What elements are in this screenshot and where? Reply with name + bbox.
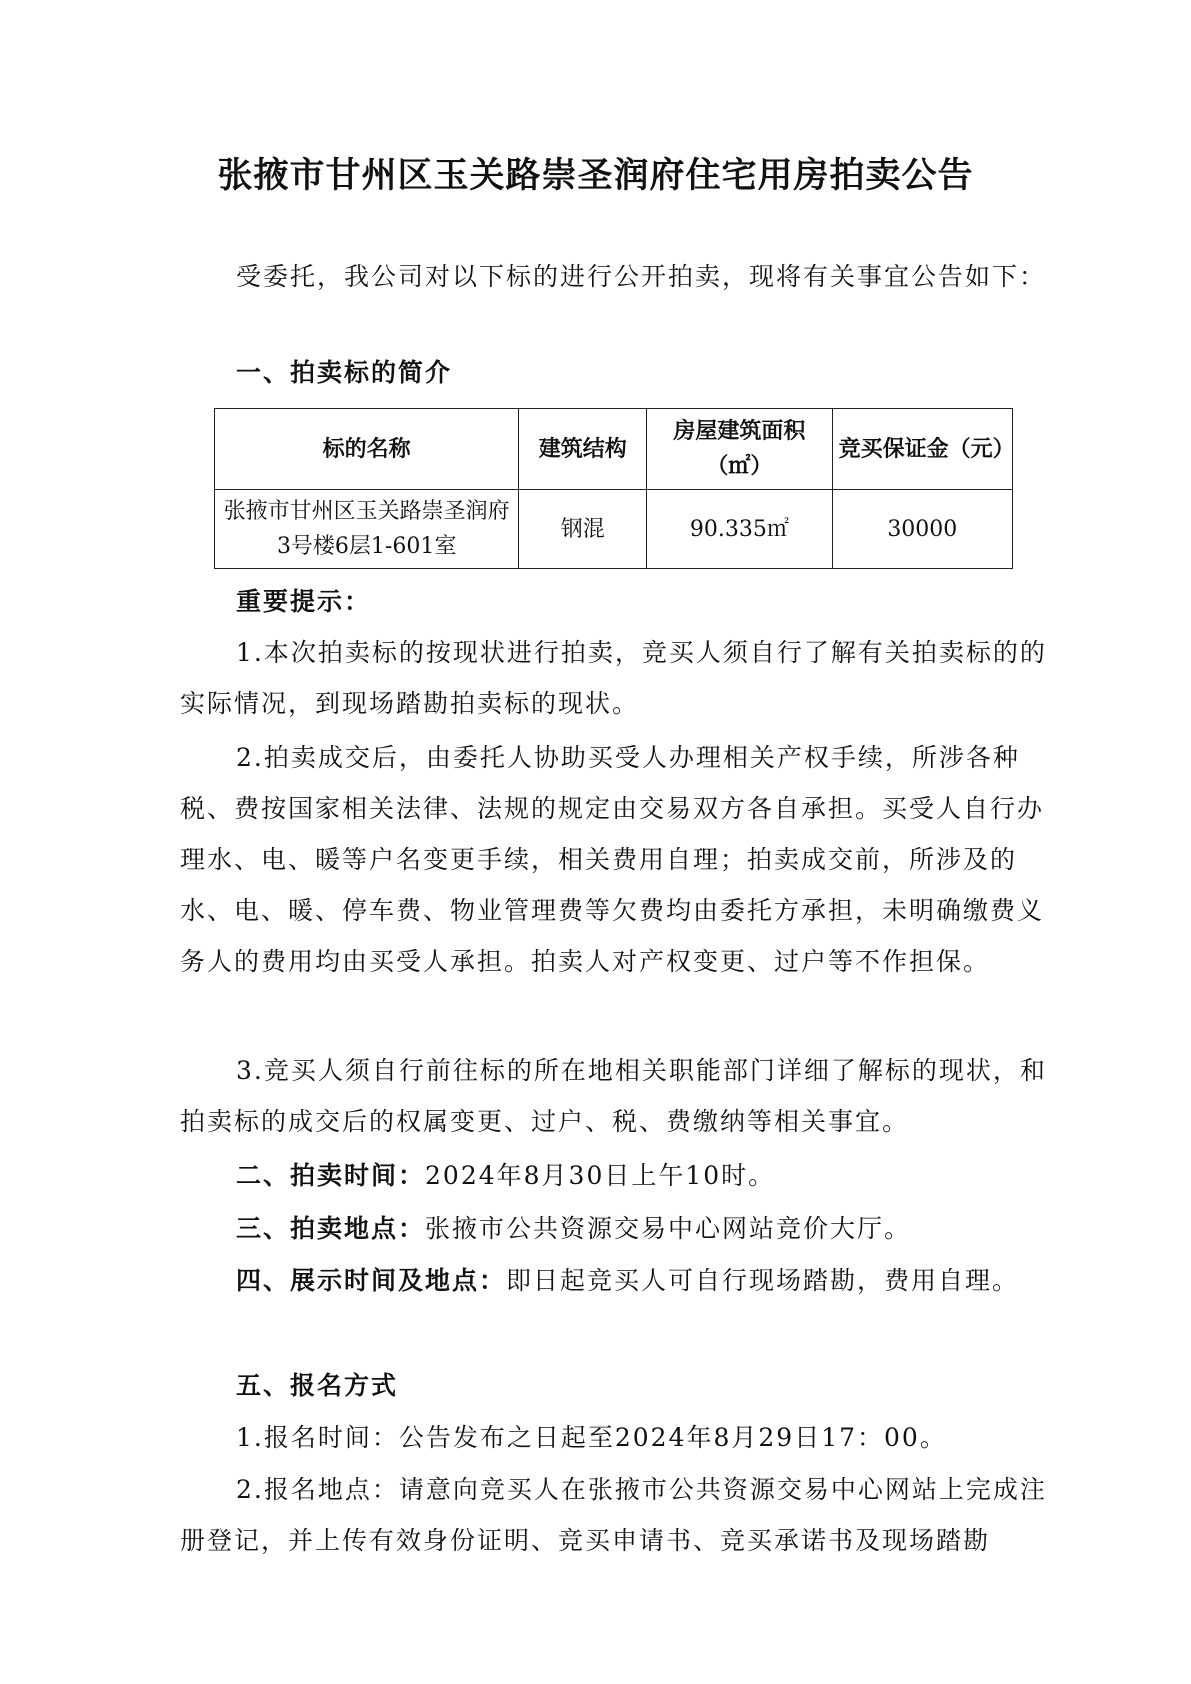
table-header-area: 房屋建筑面积（㎡） [647, 409, 833, 490]
registration-item-1: 1.报名时间：公告发布之日起至2024年8月29日17：00。 [236, 1423, 947, 1452]
registration-item-2: 2.报名地点：请意向竞买人在张掖市公共资源交易中心网站上完成注册登记，并上传有效身份证明、竞买申请书、竞买承诺书及现场踏勘 [180, 1475, 1047, 1555]
auction-item-table [214, 408, 1013, 569]
section-2-auction-time [180, 1150, 1050, 1201]
table-header-row [215, 409, 1013, 490]
cell-area: 90.335㎡ [647, 490, 833, 569]
notice-heading: 重要提示： [236, 587, 372, 616]
table-header-deposit: 竞买保证金（元） [832, 409, 1012, 490]
intro-paragraph: 受委托，我公司对以下标的进行公开拍卖，现将有关事宜公告如下： [236, 262, 1047, 291]
section-3-auction-location [180, 1203, 1050, 1254]
section-4-label: 四、展示时间及地点： [236, 1266, 507, 1295]
section-3-label: 三、拍卖地点： [236, 1214, 426, 1243]
section-1-heading: 一、拍卖标的简介 [236, 358, 453, 387]
cell-structure: 钢混 [519, 490, 647, 569]
section-2-label: 二、拍卖时间： [236, 1161, 426, 1190]
section-2-text: 2024年8月30日上午10时。 [425, 1161, 776, 1190]
cell-deposit: 30000 [832, 490, 1012, 569]
notice-item-2: 2.拍卖成交后，由委托人协助买受人办理相关产权手续，所涉各种税、费按国家相关法律、法规的规定由交易双方各自承担。买受人自行办理水、电、暖等户名变更手续，相关费用自理；拍卖成交前，所涉及的水、电、暖、停车费、物业管理费等欠费均由委托方承担，未明确缴费义务人的费用均由买受人承担。拍卖人对产权变更、过户等不作担保。 [180, 743, 1045, 976]
cell-item-name: 张掖市甘州区玉关路崇圣润府3号楼6层1-601室 [215, 490, 519, 569]
table-header-structure: 建筑结构 [519, 409, 647, 490]
table-row [215, 490, 1013, 569]
page-title: 张掖市甘州区玉关路崇圣润府住宅用房拍卖公告 [217, 155, 974, 196]
section-5-heading: 五、报名方式 [236, 1371, 399, 1400]
section-3-text: 张掖市公共资源交易中心网站竞价大厅。 [425, 1214, 912, 1243]
section-4-text: 即日起竞买人可自行现场踏勘，费用自理。 [506, 1266, 1020, 1295]
table-header-name: 标的名称 [215, 409, 519, 490]
section-4-display [180, 1255, 1050, 1306]
notice-item-3: 3.竞买人须自行前往标的所在地相关职能部门详细了解标的现状，和拍卖标的成交后的权属变更、过户、税、费缴纳等相关事宜。 [180, 1056, 1047, 1136]
notice-item-1: 1.本次拍卖标的按现状进行拍卖，竞买人须自行了解有关拍卖标的的实际情况，到现场踏勘拍卖标的现状。 [180, 638, 1047, 718]
